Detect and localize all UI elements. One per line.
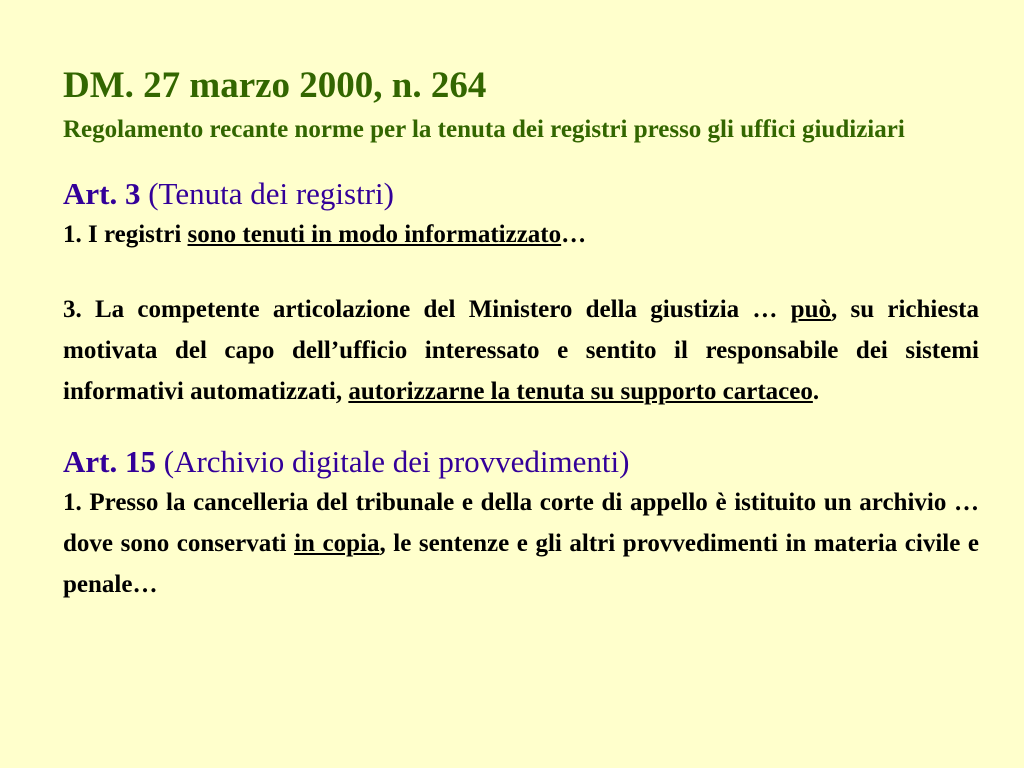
art-3-heading [63, 174, 979, 214]
art-15-heading [63, 442, 979, 482]
page-subtitle: Regolamento recante norme per la tenuta dei registri presso gli uffici giudiziari [63, 116, 905, 143]
section-art-15 [63, 442, 979, 605]
art-15-p1-underlined: in copia [294, 530, 380, 557]
art-3-paragraph-1 [63, 214, 979, 255]
art-15-title: (Archivio digitale dei provvedimenti) [155, 444, 630, 479]
art-3-p3-underlined-2: autorizzarne la tenuta su supporto cartaceo [348, 378, 813, 405]
art-3-number: Art. 3 [63, 176, 141, 211]
art-3-p3-underlined-1: può [790, 296, 831, 323]
art-3-p3-prefix: 3. La competente articolazione del Ministero della giustizia … [63, 296, 791, 323]
slide-content [63, 62, 979, 605]
art-3-p3-middle: , su richiesta motivata del capo dell’ufficio interessato e sentito il responsabile dei sistemi informativi automatizzati, [63, 296, 979, 405]
art-3-paragraph-3 [63, 289, 979, 412]
art-15-number: Art. 15 [63, 444, 156, 479]
art-3-p1-suffix: … [561, 221, 587, 248]
section-art-3 [63, 174, 979, 412]
slide-header [63, 62, 979, 149]
art-15-paragraph-1 [63, 482, 979, 605]
art-15-p1-prefix: 1. Presso la cancelleria del tribunale e della corte di appello è istituito un archivio … dove sono conservati [63, 489, 979, 557]
art-3-p3-suffix: . [812, 378, 820, 405]
art-3-p1-prefix: 1. I registri [63, 221, 188, 248]
page-title: DM. 27 marzo 2000, n. 264 [63, 65, 487, 106]
art-15-p1-suffix: , le sentenze e gli altri provvedimenti in materia civile e penale… [63, 530, 979, 598]
art-3-p1-underlined: sono tenuti in modo informatizzato [187, 221, 562, 248]
art-3-title: (Tenuta dei registri) [140, 176, 394, 211]
